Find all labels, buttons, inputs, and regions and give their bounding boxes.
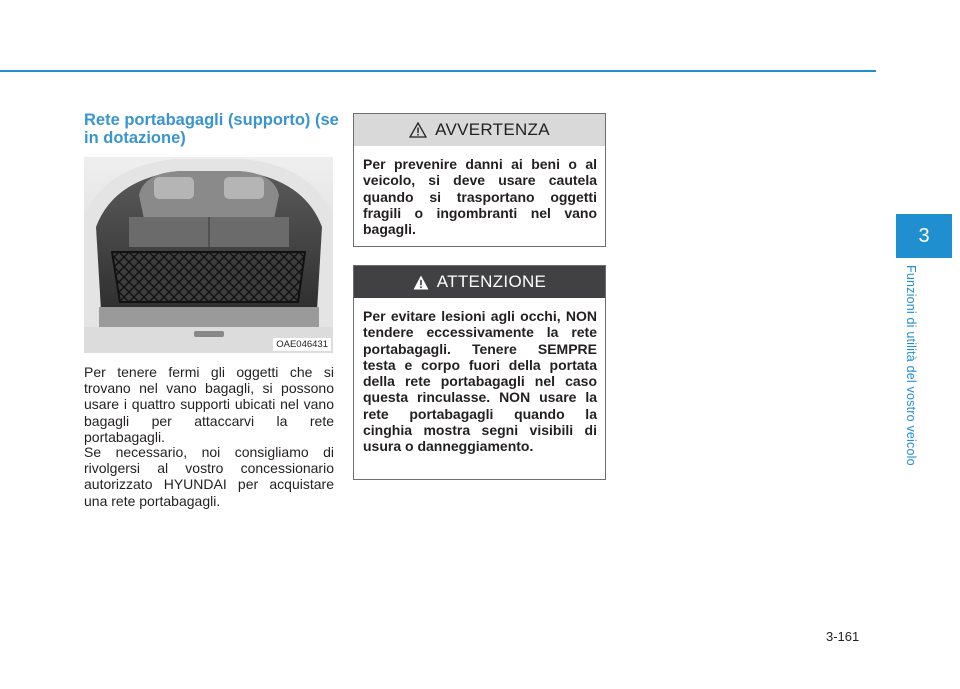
body-paragraph-1: Per tenere fermi gli oggetti che si trovano nel vano bagagli, si possono usare i quattro supporti ubicati nel vano bagagli per attaccarvi la rete portabagagli.: [84, 364, 334, 445]
warning-triangle-filled-icon: [413, 275, 429, 290]
caution-heading: ATTENZIONE: [436, 272, 547, 291]
chapter-caption: Funzioni di utilità del vostro veicolo: [904, 265, 918, 466]
warning-box: [353, 113, 606, 247]
warning-triangle-outline-icon: [409, 122, 427, 138]
warning-heading: AVVERTENZA: [435, 120, 550, 139]
warning-text: Per prevenire danni ai beni o al veicolo, si deve usare cautela quando si trasportano oggetti fragili o ingombranti nel vano bagagli.: [363, 156, 597, 238]
figure-code: OAE046431: [273, 338, 331, 351]
caution-box: [353, 265, 606, 480]
section-title: Rete portabagagli (supporto) (se in dotazione): [84, 111, 339, 147]
caution-header: [354, 266, 605, 298]
chapter-tab: 3: [896, 214, 952, 258]
body-paragraph-2: Se necessario, noi consigliamo di rivolgersi al vostro concessionario autorizzato HYUNDAI per acquistare una rete portabagagli.: [84, 444, 334, 509]
page-number: 3-161: [826, 629, 860, 644]
top-rule: [0, 70, 876, 72]
caution-text: Per evitare lesioni agli occhi, NON tendere eccessivamente la rete portabagagli. Tenere SEMPRE testa e corpo fuori della portata della rete portabagagli nel caso questa rinculasse. NON usare la rete portabagagli quando la cinghia mostra segni visibili di usura o danneggiamento.: [363, 308, 597, 455]
cargo-net-photo: [84, 157, 333, 353]
cargo-area-illustration: [84, 157, 333, 353]
warning-header: [354, 114, 605, 146]
